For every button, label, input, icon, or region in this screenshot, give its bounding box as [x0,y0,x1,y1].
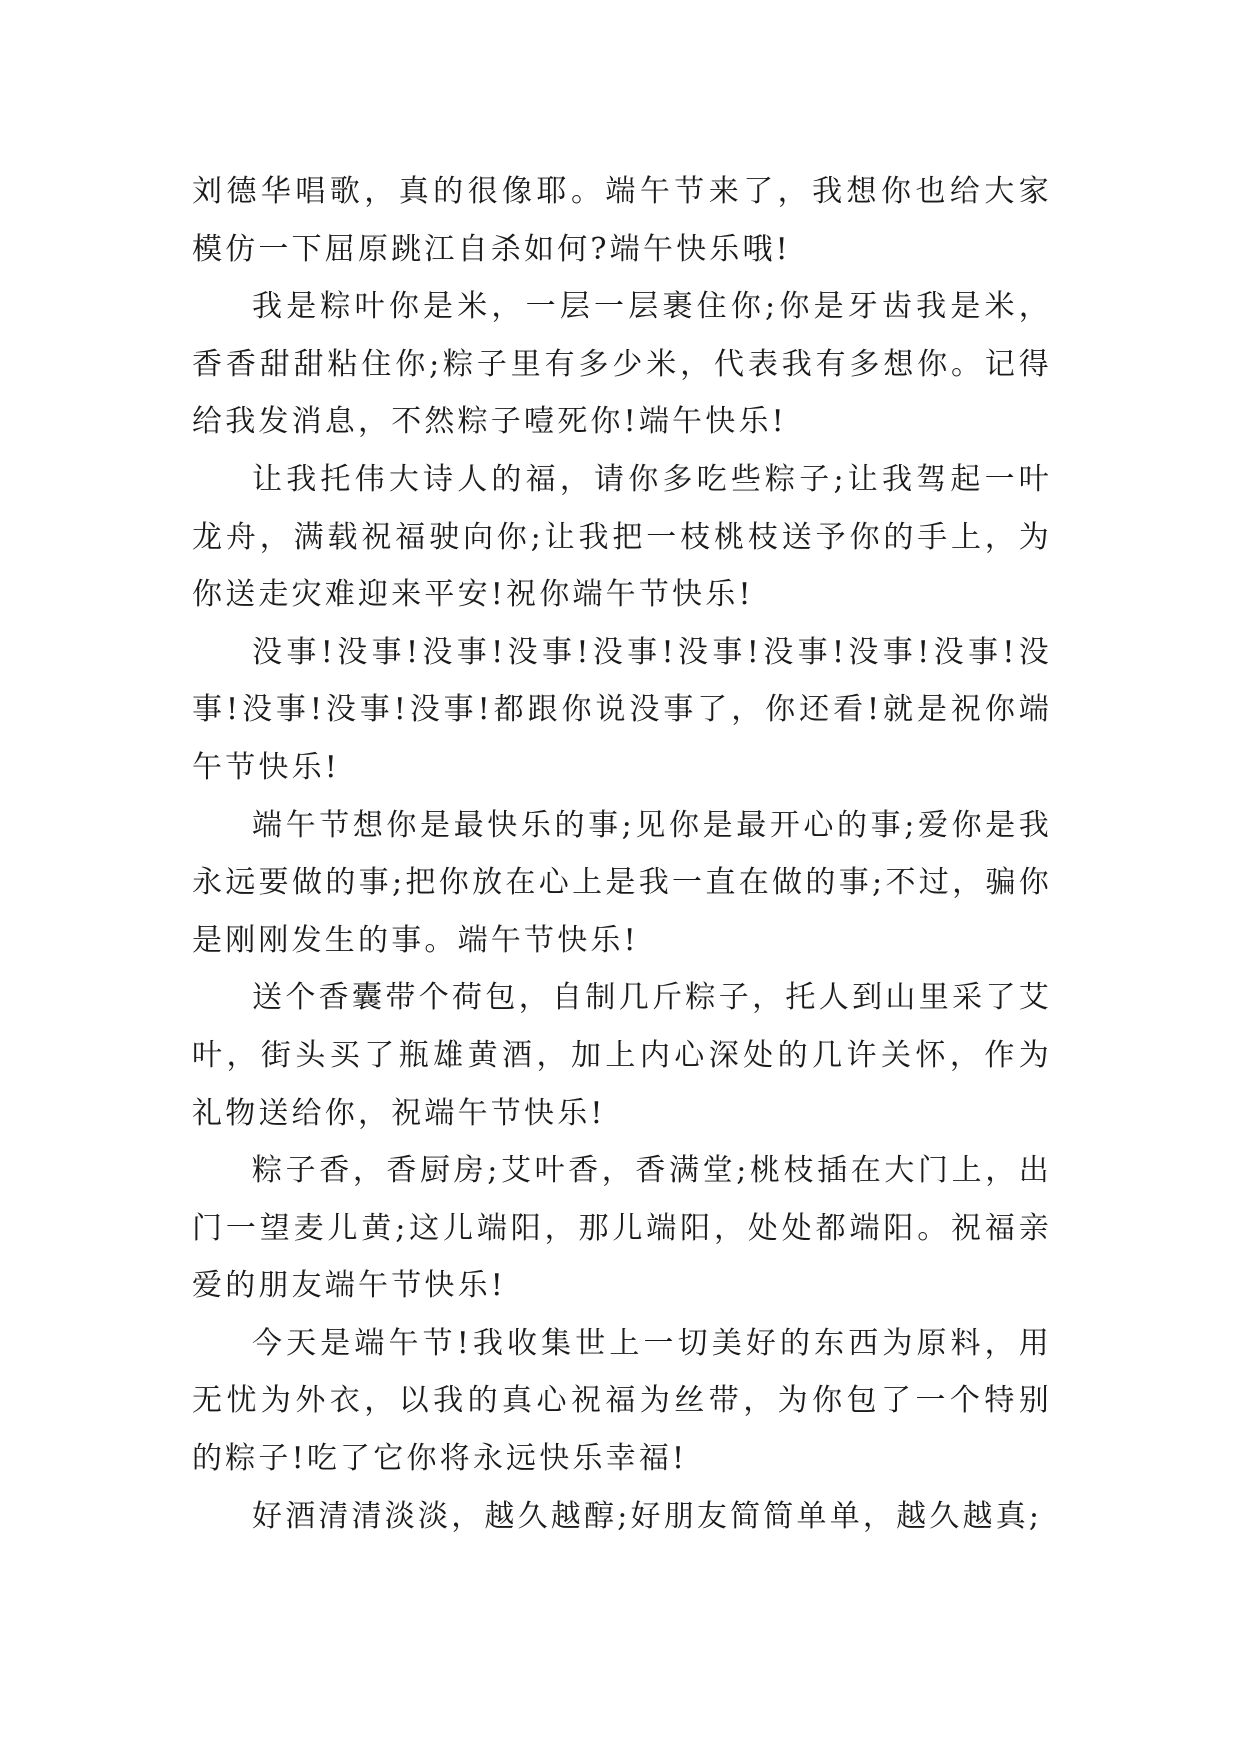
paragraph-9: 好酒清清淡淡，越久越醇;好朋友简简单单，越久越真; [252,1498,1043,1534]
paragraph-2: 我是粽叶你是米，一层一层裹住你;你是牙齿我是米，香香甜甜粘住你;粽子里有多少米，代表我有多想你。记得给我发消息，不然粽子噎死你!端午快乐! [192,289,1052,440]
paragraph-3: 让我托伟大诗人的福，请你多吃些粽子;让我驾起一叶龙舟，满载祝福驶向你;让我把一枝桃枝送予你的手上，为你送走灾难迎来平安!祝你端午节快乐! [192,461,1052,613]
paragraph-1: 刘德华唱歌，真的很像耶。端午节来了，我想你也给大家模仿一下屈原跳江自杀如何?端午快乐哦! [192,174,1052,267]
paragraph-6: 送个香囊带个荷包，自制几斤粽子，托人到山里采了艾叶，街头买了瓶雄黄酒，加上内心深处的几许关怀，作为礼物送给你，祝端午节快乐! [192,980,1052,1131]
paragraph-5: 端午节想你是最快乐的事;见你是最开心的事;爱你是我永远要做的事;把你放在心上是我一直在做的事;不过，骗你是刚刚发生的事。端午节快乐! [192,807,1052,958]
paragraph-8: 今天是端午节!我收集世上一切美好的东西为原料，用无忧为外衣，以我的真心祝福为丝带，为你包了一个特别的粽子!吃了它你将永远快乐幸福! [192,1325,1052,1477]
paragraph-4: 没事!没事!没事!没事!没事!没事!没事!没事!没事!没事!没事!没事!没事!都跟你说没事了，你还看!就是祝你端午节快乐! [192,634,1052,785]
paragraph-7: 粽子香，香厨房;艾叶香，香满堂;桃枝插在大门上，出门一望麦儿黄;这儿端阳，那儿端阳，处处都端阳。祝福亲爱的朋友端午节快乐! [192,1153,1052,1304]
document-body [192,163,1052,1545]
